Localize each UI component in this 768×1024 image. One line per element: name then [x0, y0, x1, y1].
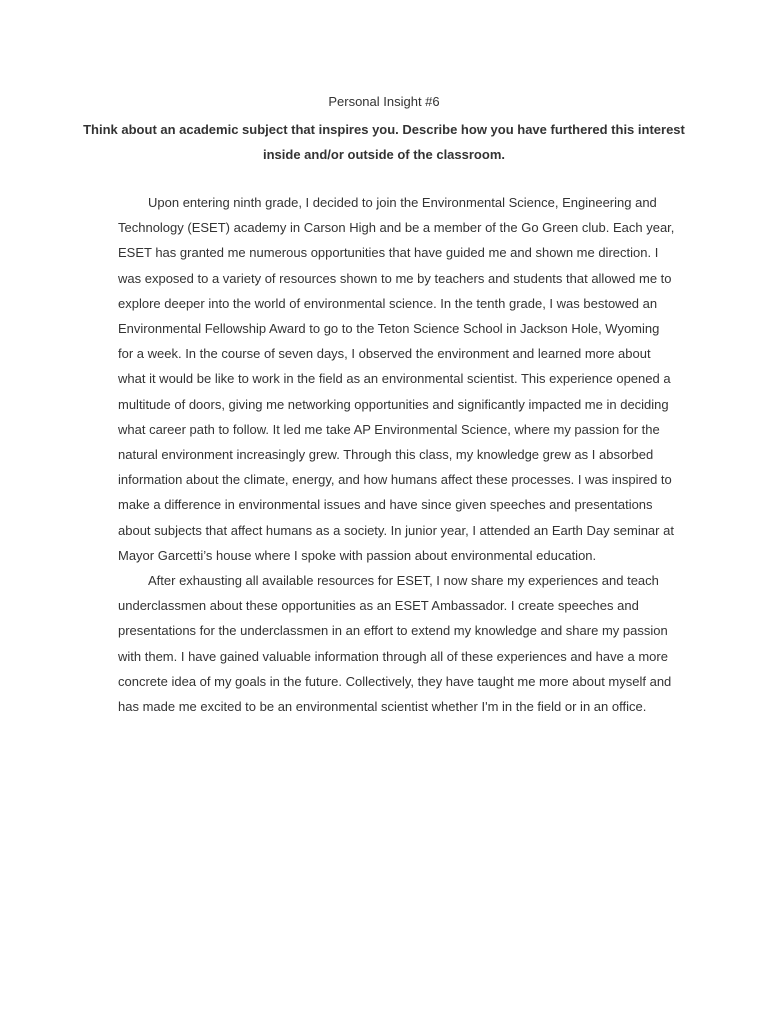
essay-body [118, 190, 678, 719]
essay-prompt: Think about an academic subject that inspires you. Describe how you have furthered this interest inside and/or outside of the classroom. [83, 122, 685, 162]
document-title: Personal Insight #6 [328, 94, 440, 109]
essay-paragraph-2: After exhausting all available resources for ESET, I now share my experiences and teach underclassmen about these opportunities as an ESET Ambassador. I create speeches and presentations for the underclassmen in an effort to extend my knowledge and share my passion with them. I have gained valuable information through all of these experiences and have a more concrete idea of my goals in the future. Collectively, they have taught me more about myself and has made me excited to be an environmental scientist whether I'm in the field or in an office. [118, 573, 672, 715]
essay-paragraph-1: Upon entering ninth grade, I decided to join the Environmental Science, Engineering and Technology (ESET) academy in Carson High and be a member of the Go Green club. Each year, ESET has granted me numerous opportunities that have guided me and shown me direction. I was exposed to a variety of resources shown to me by teachers and students that allowed me to explore deeper into the world of environmental science. In the tenth grade, I was bestowed an Environmental Fellowship Award to go to the Teton Science School in Jackson Hole, Wyoming for a week. In the course of seven days, I observed the environment and learned more about what it would be like to work in the field as an environmental scientist. This experience opened a multitude of doors, giving me networking opportunities and significantly impacted me in deciding what career path to follow. It led me take AP Environmental Science, where my passion for the natural environment increasingly grew. Through this class, my knowledge grew as I absorbed information about the climate, energy, and how humans affect these processes. I was inspired to make a difference in environmental issues and have since given speeches and presentations about subjects that affect humans as a society. In junior year, I attended an Earth Day seminar at Mayor Garcetti’s house where I spoke with passion about environmental education. [118, 195, 675, 563]
